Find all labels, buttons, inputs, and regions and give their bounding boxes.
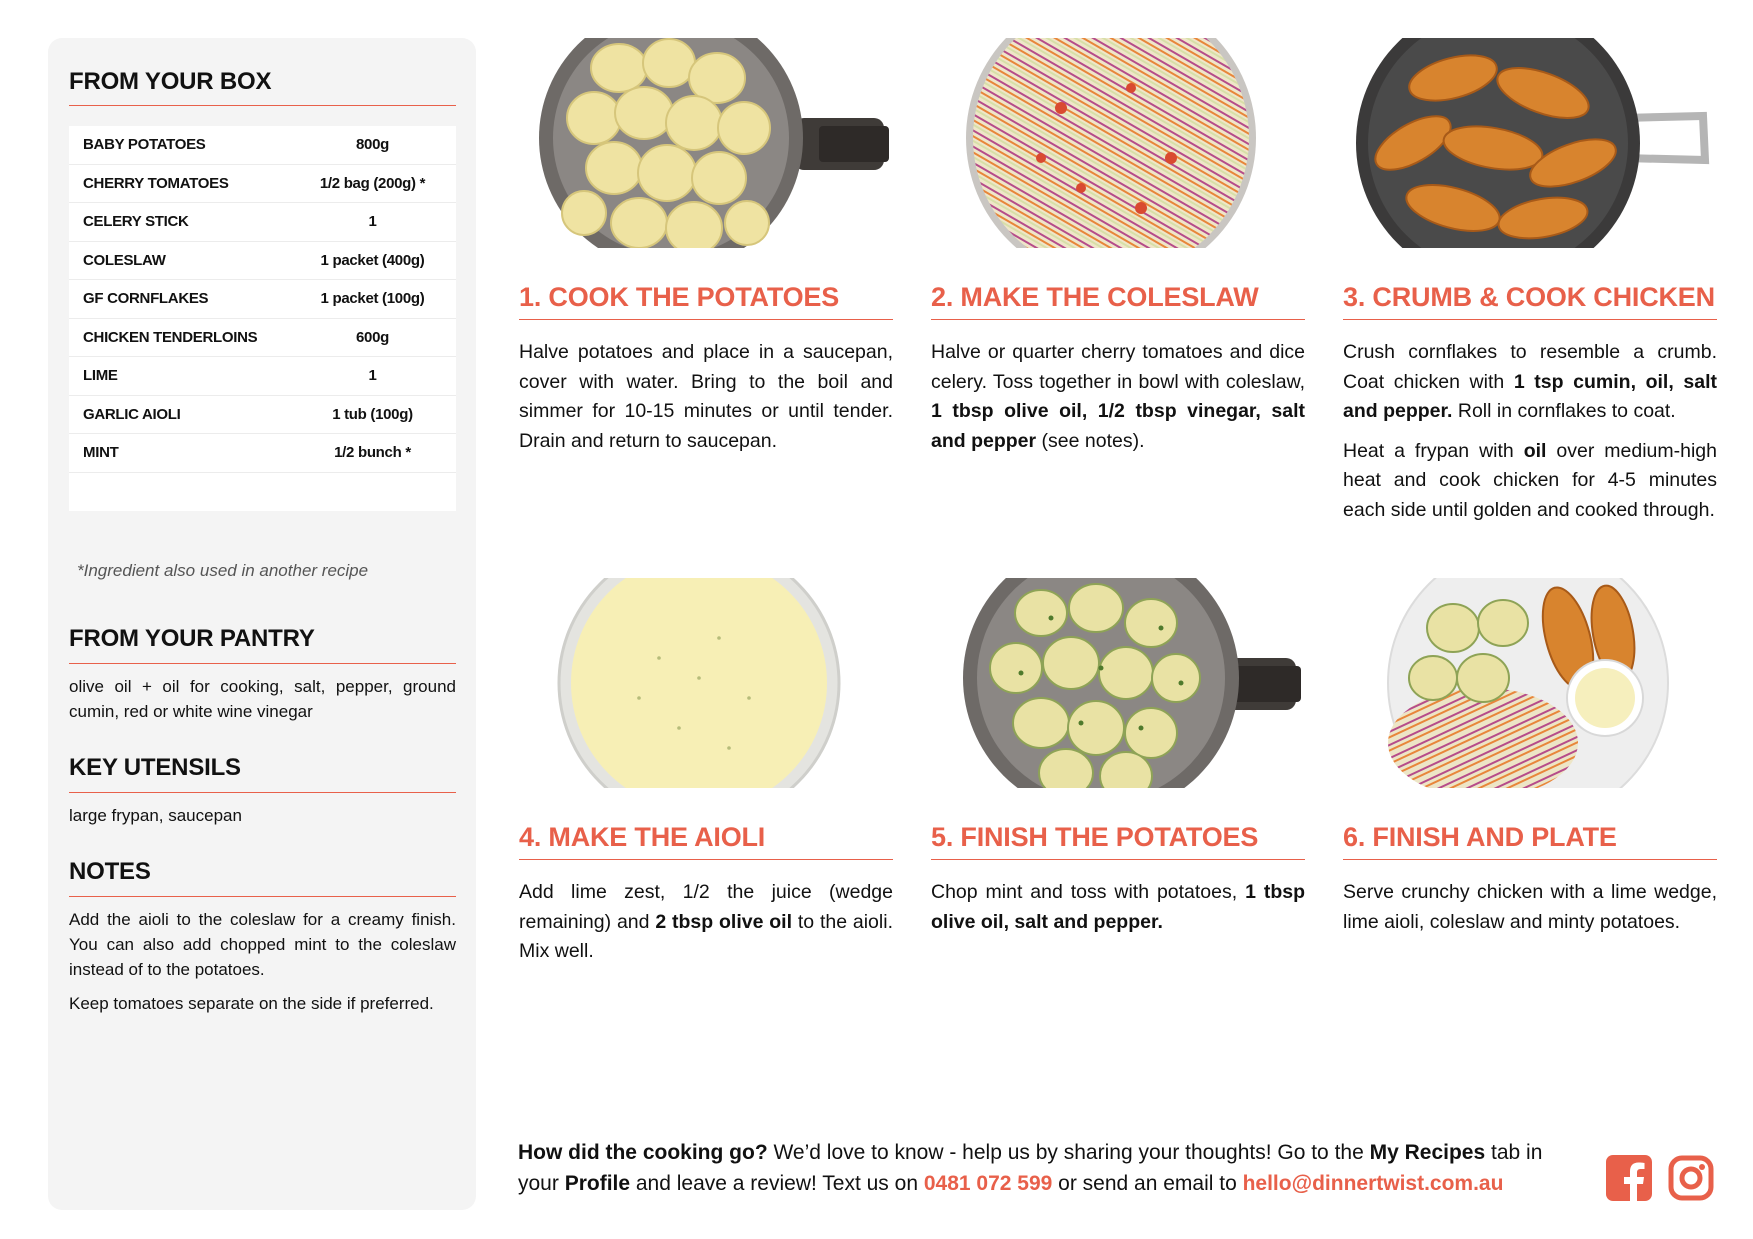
- coleslaw-bowl-photo: [931, 38, 1305, 248]
- ingredient-qty: 1 packet (400g): [320, 251, 425, 269]
- table-row: [69, 126, 456, 165]
- utensils-text: large frypan, saucepan: [69, 805, 242, 825]
- pantry-section: [69, 625, 456, 724]
- ingredient-qty: 1 packet (100g): [320, 290, 425, 308]
- step-5-text: Chop mint and toss with potatoes, 1 tbsp olive oil, salt and pepper.: [931, 881, 1305, 933]
- table-row: [69, 280, 456, 319]
- aioli-bowl-photo: [519, 578, 893, 788]
- table-row: [69, 203, 456, 242]
- ingredient-qty: 800g: [356, 136, 389, 154]
- notes-text-1: Add the aioli to the coleslaw for a creamy finish. You can also add chopped mint to the coleslaw instead of to the potatoes.: [69, 909, 456, 979]
- phone-link[interactable]: 0481 072 599: [923, 1172, 1053, 1195]
- ingredient-footnote: *Ingredient also used in another recipe: [77, 560, 369, 580]
- ingredient-name: CELERY STICK: [83, 213, 189, 231]
- ingredient-qty: 1: [368, 367, 377, 385]
- step-4: [519, 578, 893, 967]
- notes-text-2: Keep tomatoes separate on the side if preferred.: [69, 993, 434, 1013]
- ingredient-name: CHICKEN TENDERLOINS: [83, 328, 258, 346]
- step-3-title: 3. CRUMB & COOK CHICKEN: [1343, 282, 1717, 320]
- potatoes-saucepan-photo: [519, 38, 893, 248]
- ingredient-name: LIME: [83, 367, 118, 385]
- step-2: [931, 38, 1305, 456]
- step-1-text: Halve potatoes and place in a saucepan, cover with water. Bring to the boil and simmer for 10-15 minutes or until tender. Drain and return to saucepan.: [519, 341, 893, 452]
- ingredient-qty: 1/2 bag (200g) *: [319, 174, 426, 192]
- instagram-icon[interactable]: [1668, 1155, 1714, 1201]
- step-2-title: 2. MAKE THE COLESLAW: [931, 282, 1305, 320]
- plated-meal-photo: [1343, 578, 1717, 788]
- table-row: [69, 396, 456, 435]
- utensils-title: KEY UTENSILS: [69, 754, 456, 793]
- step-1: [519, 38, 893, 456]
- table-row: [69, 434, 456, 473]
- step-5-title: 5. FINISH THE POTATOES: [931, 822, 1305, 860]
- table-row: [69, 357, 456, 396]
- table-row: [69, 165, 456, 204]
- step-3-text-2: Heat a frypan with oil over medium-high heat and cook chicken for 4-5 minutes each side until golden and cooked through.: [1343, 439, 1717, 521]
- utensils-section: [69, 754, 456, 828]
- ingredient-qty: 1: [368, 213, 377, 231]
- step-3-text-1: Crush cornflakes to resemble a crumb. Coat chicken with 1 tsp cumin, oil, salt and pepper. Roll in cornflakes to coat.: [1343, 341, 1717, 422]
- from-box-title: FROM YOUR BOX: [69, 68, 456, 106]
- step-3: [1343, 38, 1717, 525]
- ingredient-name: COLESLAW: [83, 251, 166, 269]
- table-row-empty: [69, 473, 456, 511]
- sidebar: [48, 38, 476, 1210]
- ingredient-name: BABY POTATOES: [83, 136, 206, 154]
- step-1-title: 1. COOK THE POTATOES: [519, 282, 893, 320]
- ingredient-name: GARLIC AIOLI: [83, 405, 181, 423]
- step-4-title: 4. MAKE THE AIOLI: [519, 822, 893, 860]
- step-5: [931, 578, 1305, 937]
- notes-title: NOTES: [69, 858, 456, 897]
- step-6: [1343, 578, 1717, 937]
- review-prompt: How did the cooking go? We’d love to know - help us by sharing your thoughts! Go to the My Recipes tab in your Profile and leave a review! Text us on 0481 072 599 or send an email to hello@dinnertwist.com.au: [518, 1141, 1543, 1195]
- ingredient-name: CHERRY TOMATOES: [83, 174, 229, 192]
- step-4-text: Add lime zest, 1/2 the juice (wedge remaining) and 2 tbsp olive oil to the aioli. Mix well.: [519, 881, 893, 962]
- pantry-text: olive oil + oil for cooking, salt, pepper, ground cumin, red or white wine vinegar: [69, 676, 456, 721]
- ingredients-table: [69, 126, 456, 511]
- minty-potatoes-saucepan-photo: [931, 578, 1305, 788]
- ingredient-name: GF CORNFLAKES: [83, 290, 209, 308]
- step-2-text: Halve or quarter cherry tomatoes and dice celery. Toss together in bowl with coleslaw, 1 tbsp olive oil, 1/2 tbsp vinegar, salt and pepper (see notes).: [931, 341, 1305, 452]
- notes-section: [69, 858, 456, 1016]
- email-link[interactable]: hello@dinnertwist.com.au: [1242, 1172, 1504, 1195]
- crumbed-chicken-frypan-photo: [1343, 38, 1717, 248]
- pantry-title: FROM YOUR PANTRY: [69, 625, 456, 664]
- ingredient-qty: 600g: [356, 328, 389, 346]
- facebook-icon[interactable]: [1606, 1155, 1652, 1201]
- step-6-title: 6. FINISH AND PLATE: [1343, 822, 1717, 860]
- step-6-text: Serve crunchy chicken with a lime wedge, lime aioli, coleslaw and minty potatoes.: [1343, 881, 1717, 933]
- table-row: [69, 319, 456, 358]
- ingredient-qty: 1/2 bunch *: [334, 444, 411, 462]
- table-row: [69, 242, 456, 281]
- ingredient-name: MINT: [83, 444, 119, 462]
- ingredient-qty: 1 tub (100g): [332, 405, 413, 423]
